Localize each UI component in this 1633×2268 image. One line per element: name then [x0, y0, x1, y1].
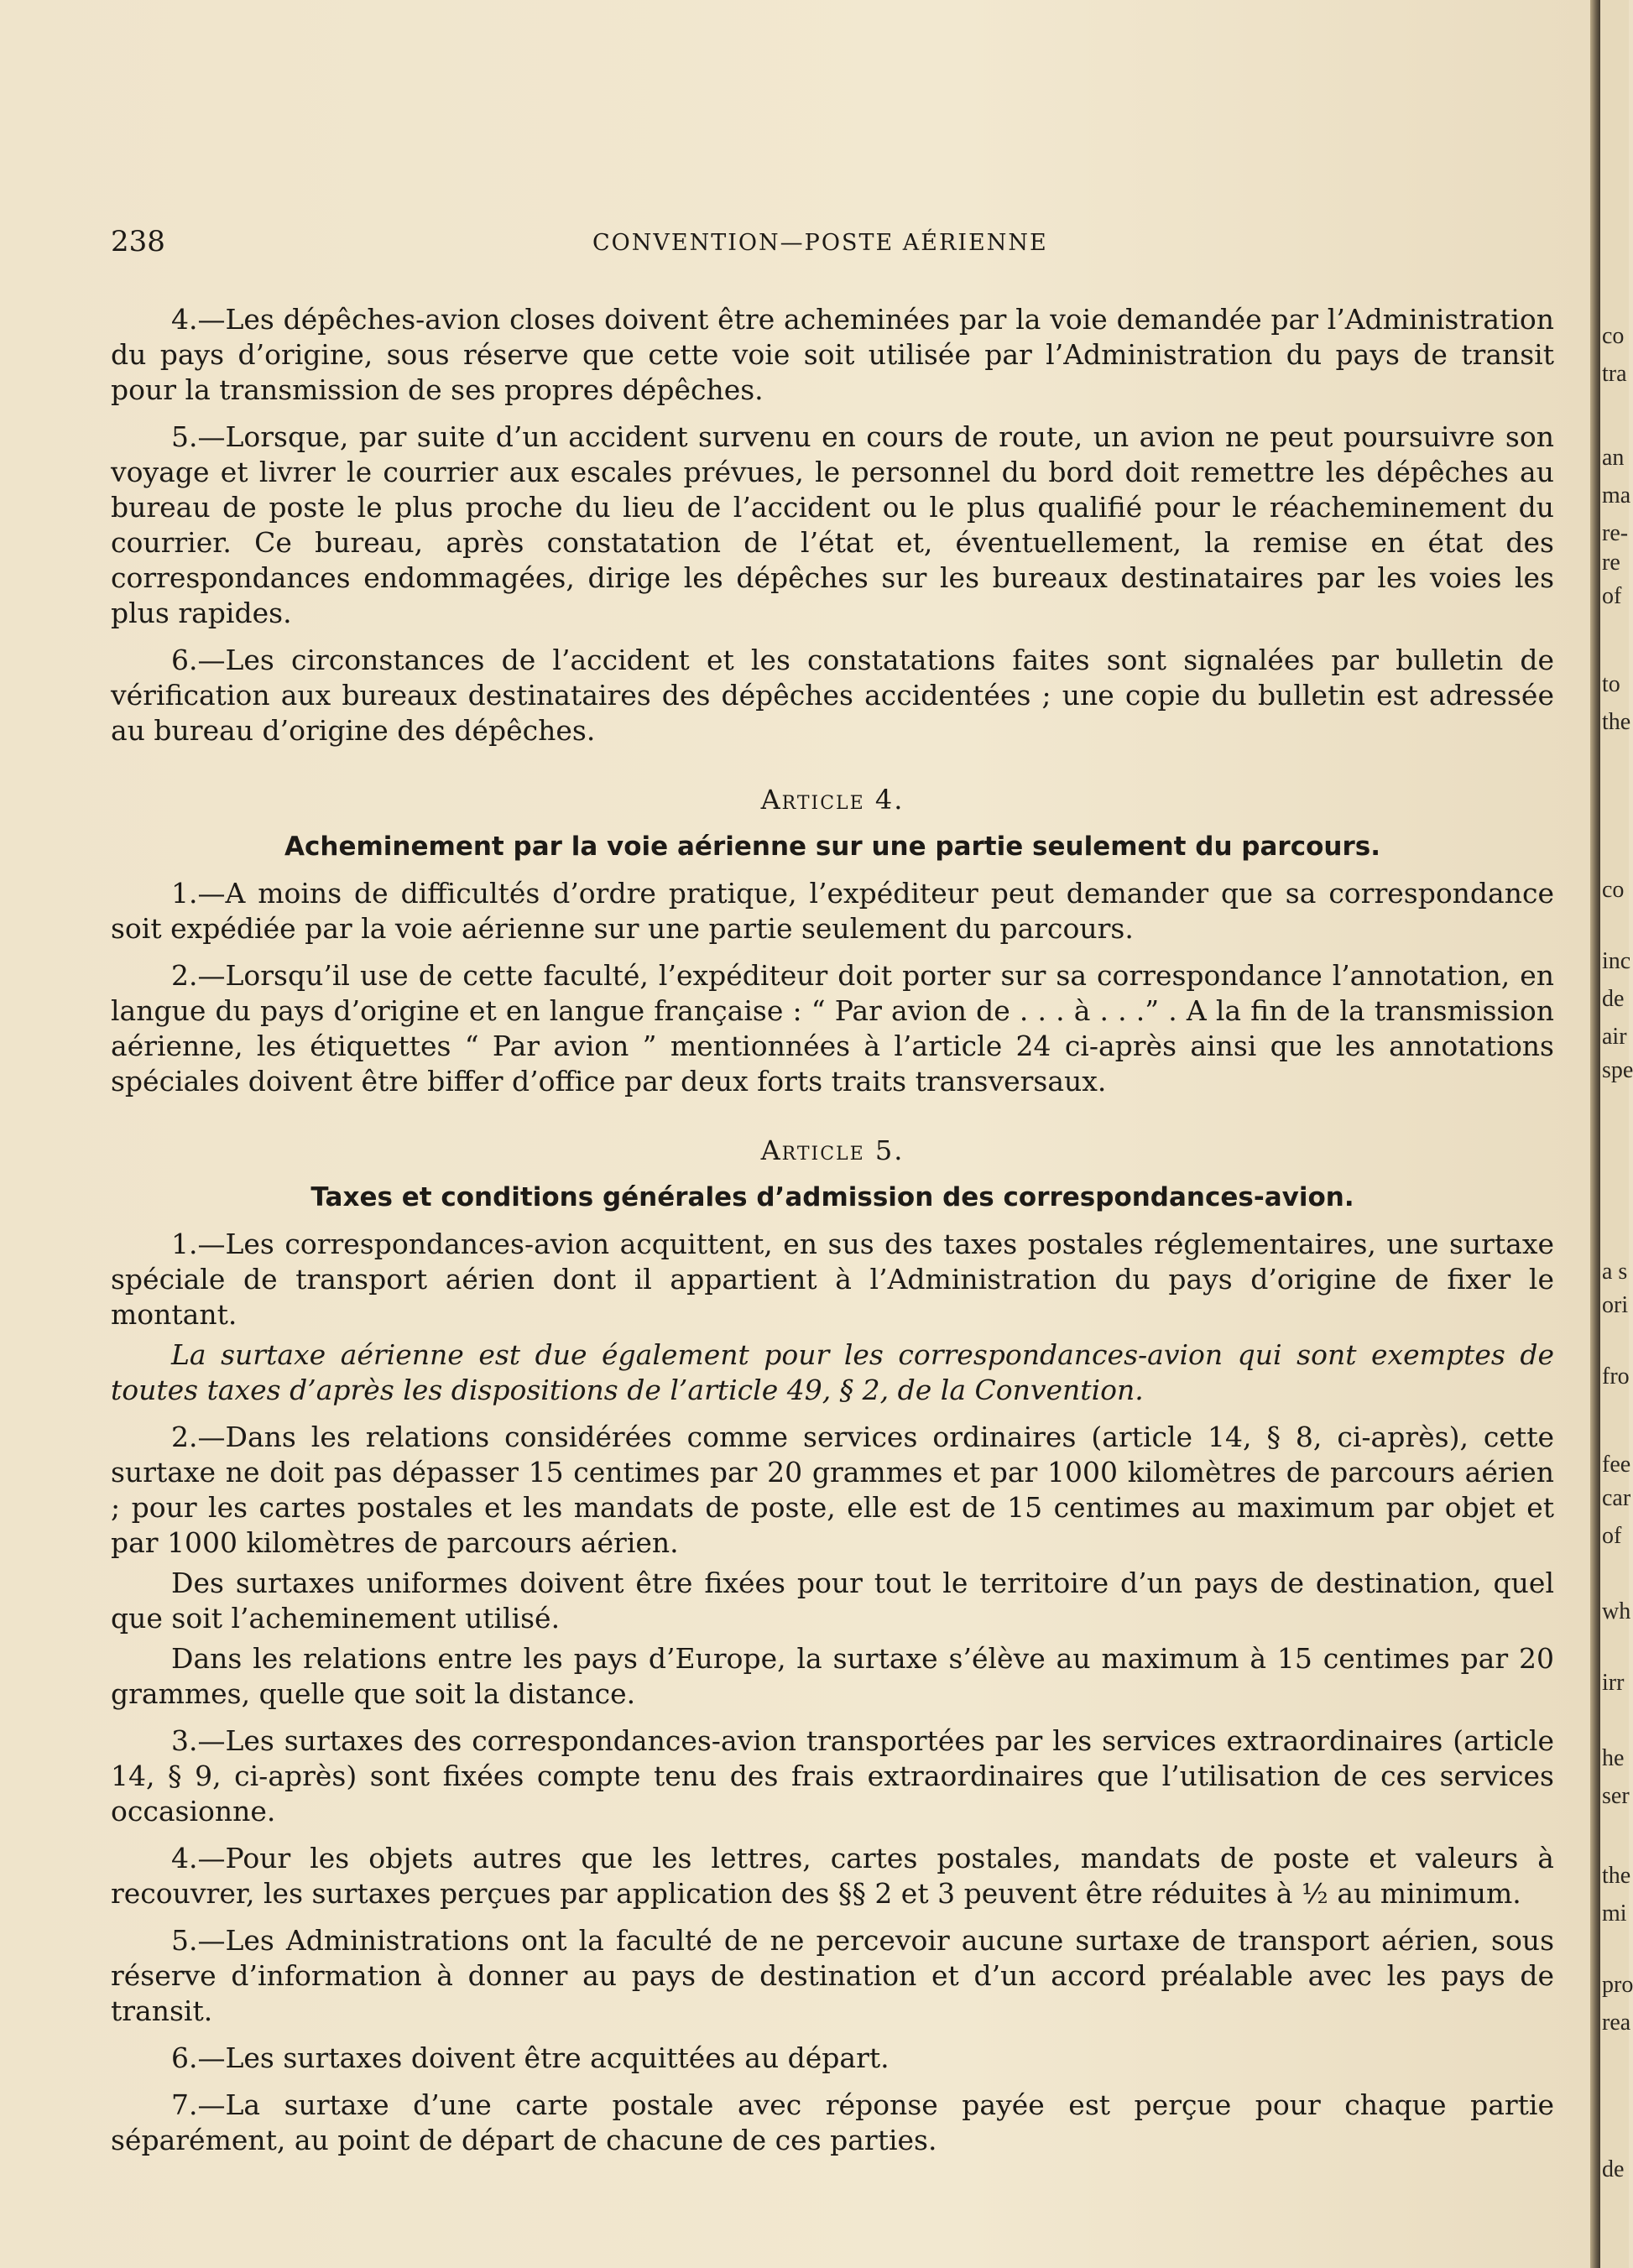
article-4-label: Article 4.: [760, 784, 905, 816]
paragraph-5-6: 6.—Les surtaxes doivent être acquittées au départ.: [171, 2041, 890, 2074]
paragraph-5-3: 3.—Les surtaxes des correspondances-avion transportées par les services extraordinaires (article 14, § 9, ci-après) sont fixées compte tenu des frais extraordinaires que l’utilisation de ces services occasionne.: [111, 1724, 1554, 1827]
facing-page-fragment: a s: [1602, 1259, 1628, 1285]
paragraph-5-2-cont-2: Dans les relations entre les pays d’Europe, la surtaxe s’élève au maximum à 15 centimes par 20 grammes, quelle que soit la distance.: [111, 1642, 1554, 1710]
facing-page-fragment: ori: [1602, 1292, 1629, 1318]
facing-page-fragment: rea: [1602, 2010, 1631, 2036]
running-title: CONVENTION—POSTE AÉRIENNE: [592, 230, 1048, 256]
body-text: [111, 302, 1554, 2170]
article-5-title: Taxes et conditions générales d’admission des correspondances-avion.: [310, 1182, 1354, 1212]
facing-page-fragment: air: [1602, 1024, 1627, 1050]
facing-page-fragment: he: [1602, 1745, 1625, 1771]
facing-page-fragment: of: [1602, 1523, 1622, 1549]
facing-page-edge: [1600, 0, 1633, 2268]
facing-page-fragment: an: [1602, 445, 1625, 471]
paragraph-5-1-italic: La surtaxe aérienne est due également pour les correspondances-avion qui sont exemptes de toutes taxes d’après les dispositions de l’article 49, § 2, de la Convention.: [111, 1338, 1554, 1406]
facing-page-fragment: de: [1602, 986, 1625, 1012]
facing-page-fragment: pro: [1602, 1972, 1633, 1998]
facing-page-fragment: spe: [1602, 1057, 1633, 1083]
book-gutter: [1590, 0, 1600, 2268]
facing-page-fragment: the: [1602, 1863, 1631, 1889]
paragraph-5-4: 4.—Pour les objets autres que les lettres, cartes postales, mandats de poste et valeurs à recouvrer, les surtaxes perçues par application des §§ 2 et 3 peuvent être réduites à ½ au minimum.: [111, 1842, 1554, 1910]
paragraph-3-5: 5.—Lorsque, par suite d’un accident survenu en cours de route, un avion ne peut poursuivre son voyage et livrer le courrier aux escales prévues, le personnel du bord doit remettre les dépêches au bureau de poste le plus proche du lieu de l’accident ou le plus qualifié pour le réacheminement du courrier. Ce bureau, après constatation de l’état et, éventuellement, la remise en état des correspondances endommagées, dirige les dépêches sur les bureaux destinataires par les voies les plus rapides.: [111, 420, 1554, 629]
paragraph-4-2: 2.—Lorsqu’il use de cette faculté, l’expéditeur doit porter sur sa correspondance l’annotation, en langue du pays d’origine et en langue française : “ Par avion de . . . à . . .” . A la fin de la transmission aérienne, les étiquettes “ Par avion ” mentionnées à l’article 24 ci-après ainsi que les annotations spéciales doivent être biffer d’office par deux forts traits transversaux.: [111, 959, 1554, 1098]
paragraph-3-4: 4.—Les dépêches-avion closes doivent être acheminées par la voie demandée par l’Administration du pays d’origine, sous réserve que cette voie soit utilisée par l’Administration du pays de transit pour la transmission de ses propres dépêches.: [111, 303, 1554, 406]
paragraph-3-6: 6.—Les circonstances de l’accident et les constatations faites sont signalées par bulletin de vérification aux bureaux destinataires des dépêches accidentées ; une copie du bulletin est adressée au bureau d’origine des dépêches.: [111, 644, 1554, 747]
facing-page-fragment: de: [1602, 2156, 1625, 2182]
facing-page-fragment: re: [1602, 550, 1620, 576]
article-4-title: Acheminement par la voie aérienne sur une partie seulement du parcours.: [284, 832, 1380, 862]
facing-page-fragment: inc: [1602, 948, 1631, 974]
paragraph-5-2: 2.—Dans les relations considérées comme services ordinaires (article 14, § 8, ci-après), cette surtaxe ne doit pas dépasser 15 centimes par 20 grammes et par 1000 kilomètres de parcours aérien ; pour les cartes postales et les mandats de poste, elle est de 15 centimes au maximum par objet et par 1000 kilomètres de parcours aérien.: [111, 1421, 1554, 1559]
paragraph-5-7: 7.—La surtaxe d’une carte postale avec réponse payée est perçue pour chaque partie séparément, au point de départ de chacune de ces parties.: [111, 2088, 1554, 2156]
facing-page-fragment: co: [1602, 323, 1625, 349]
facing-page-fragment: co: [1602, 877, 1625, 903]
facing-page-fragment: wh: [1602, 1598, 1631, 1624]
article-5-label: Article 5.: [760, 1134, 905, 1166]
facing-page-fragment: fee: [1602, 1452, 1631, 1478]
facing-page-fragment: of: [1602, 583, 1622, 609]
page-number: 238: [111, 225, 165, 258]
facing-page-fragment: the: [1602, 709, 1631, 735]
paragraph-5-5: 5.—Les Administrations ont la faculté de ne percevoir aucune surtaxe de transport aérien, sous réserve d’information à donner au pays de destination et d’un accord préalable avec les pays de transit.: [111, 1924, 1554, 2027]
facing-page-fragment: irr: [1602, 1670, 1625, 1696]
paragraph-5-1: 1.—Les correspondances-avion acquittent, en sus des taxes postales réglementaires, une surtaxe spéciale de transport aérien dont il appartient à l’Administration du pays d’origine de fixer le montant.: [111, 1228, 1554, 1331]
paragraph-4-1: 1.—A moins de difficultés d’ordre pratique, l’expéditeur peut demander que sa correspondance soit expédiée par la voie aérienne sur une partie seulement du parcours.: [111, 877, 1554, 945]
facing-page-fragment: fro: [1602, 1363, 1630, 1389]
facing-page-fragment: car: [1602, 1485, 1631, 1511]
facing-page-fragment: tra: [1602, 361, 1627, 387]
facing-page-fragment: re-: [1602, 520, 1629, 546]
facing-page-fragment: ma: [1602, 482, 1631, 508]
paragraph-5-2-cont-1: Des surtaxes uniformes doivent être fixées pour tout le territoire d’un pays de destination, quel que soit l’acheminement utilisé.: [111, 1567, 1554, 1635]
running-head: [111, 225, 1537, 262]
facing-page-fragment: ser: [1602, 1783, 1630, 1809]
facing-page-fragment: to: [1602, 671, 1620, 697]
facing-page-fragment: mi: [1602, 1900, 1627, 1926]
